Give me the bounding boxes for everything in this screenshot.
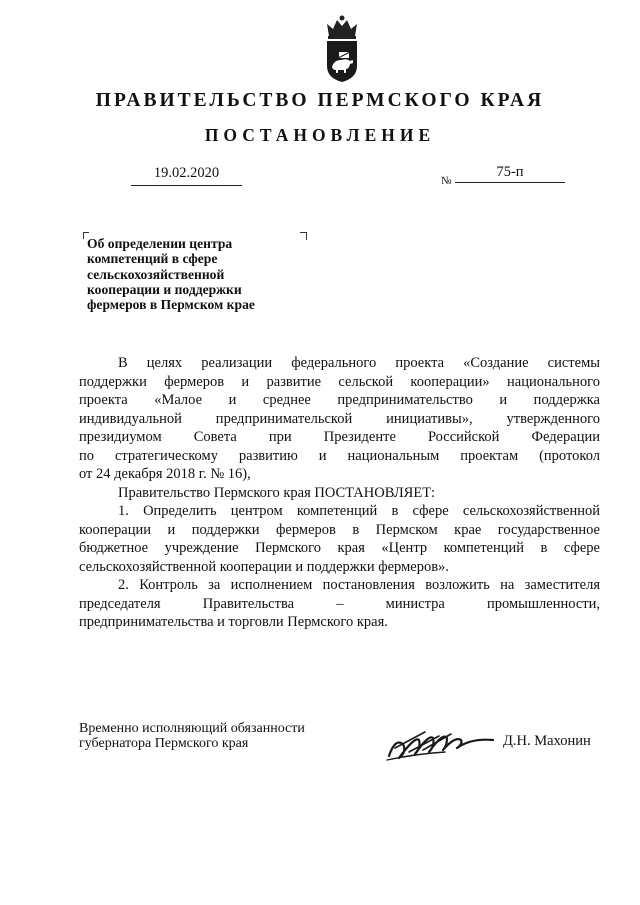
- title-line: компетенций в сфере: [87, 251, 218, 267]
- number-sign: №: [441, 175, 452, 187]
- perm-krai-coat-of-arms-icon: [323, 14, 361, 84]
- handwritten-signature: [385, 718, 497, 766]
- preamble-line: по стратегическому развитию и национальным проектам (протокол: [79, 447, 600, 464]
- preamble-line: поддержки фермеров и развитие сельской кооперации» национального: [79, 373, 600, 390]
- title-line: сельскохозяйственной: [87, 266, 225, 282]
- item1-line: кооперации и поддержки фермеров в Пермском крае государственное: [79, 521, 600, 538]
- item1-line: 1. Определить центром компетенций в сфере сельскохозяйственной: [118, 503, 600, 519]
- item1-line: бюджетное учреждение Пермского края «Центр компетенций в сфере: [79, 540, 600, 556]
- date-underline: [131, 185, 242, 186]
- document-date: 19.02.2020: [153, 165, 220, 181]
- organization-name: ПРАВИТЕЛЬСТВО ПЕРМСКОГО КРАЯ: [95, 90, 545, 111]
- preamble-line: от 24 декабря 2018 г. № 16),: [79, 466, 251, 482]
- title-line: кооперации и поддержки: [87, 281, 242, 297]
- resolves-line: Правительство Пермского края ПОСТАНОВЛЯЕТ:: [118, 484, 436, 501]
- number-underline: [455, 182, 565, 183]
- preamble-line: проекта «Малое и среднее предпринимательство и поддержка: [79, 392, 600, 408]
- preamble-line: индивидуальной предпринимательской инициативы», утвержденного: [79, 410, 600, 427]
- document-title: [87, 236, 307, 312]
- title-line: Об определении центра: [87, 236, 233, 251]
- preamble-line: президиумом Совета при Президенте Российской Федерации: [79, 429, 600, 445]
- item1-line: сельскохозяйственной кооперации и поддержки фермеров».: [79, 558, 449, 575]
- position-line: губернатора Пермского края: [79, 736, 249, 751]
- position-line: Временно исполняющий обязанности: [79, 721, 305, 736]
- document-body: [79, 354, 600, 632]
- preamble-line: В целях реализации федерального проекта «Создание системы: [118, 355, 600, 371]
- item2-line: 2. Контроль за исполнением постановления возложить на заместителя: [118, 577, 600, 593]
- document-type: ПОСТАНОВЛЕНИЕ: [204, 125, 436, 145]
- signatory-position: [79, 721, 305, 751]
- item2-line: предпринимательства и торговли Пермского края.: [79, 614, 388, 630]
- document-number: 75-п: [496, 164, 524, 180]
- item2-line: председателя Правительства – министра промышленности,: [79, 595, 600, 612]
- title-line: фермеров в Пермском крае: [87, 297, 255, 313]
- signatory-name: Д.Н. Махонин: [503, 733, 591, 749]
